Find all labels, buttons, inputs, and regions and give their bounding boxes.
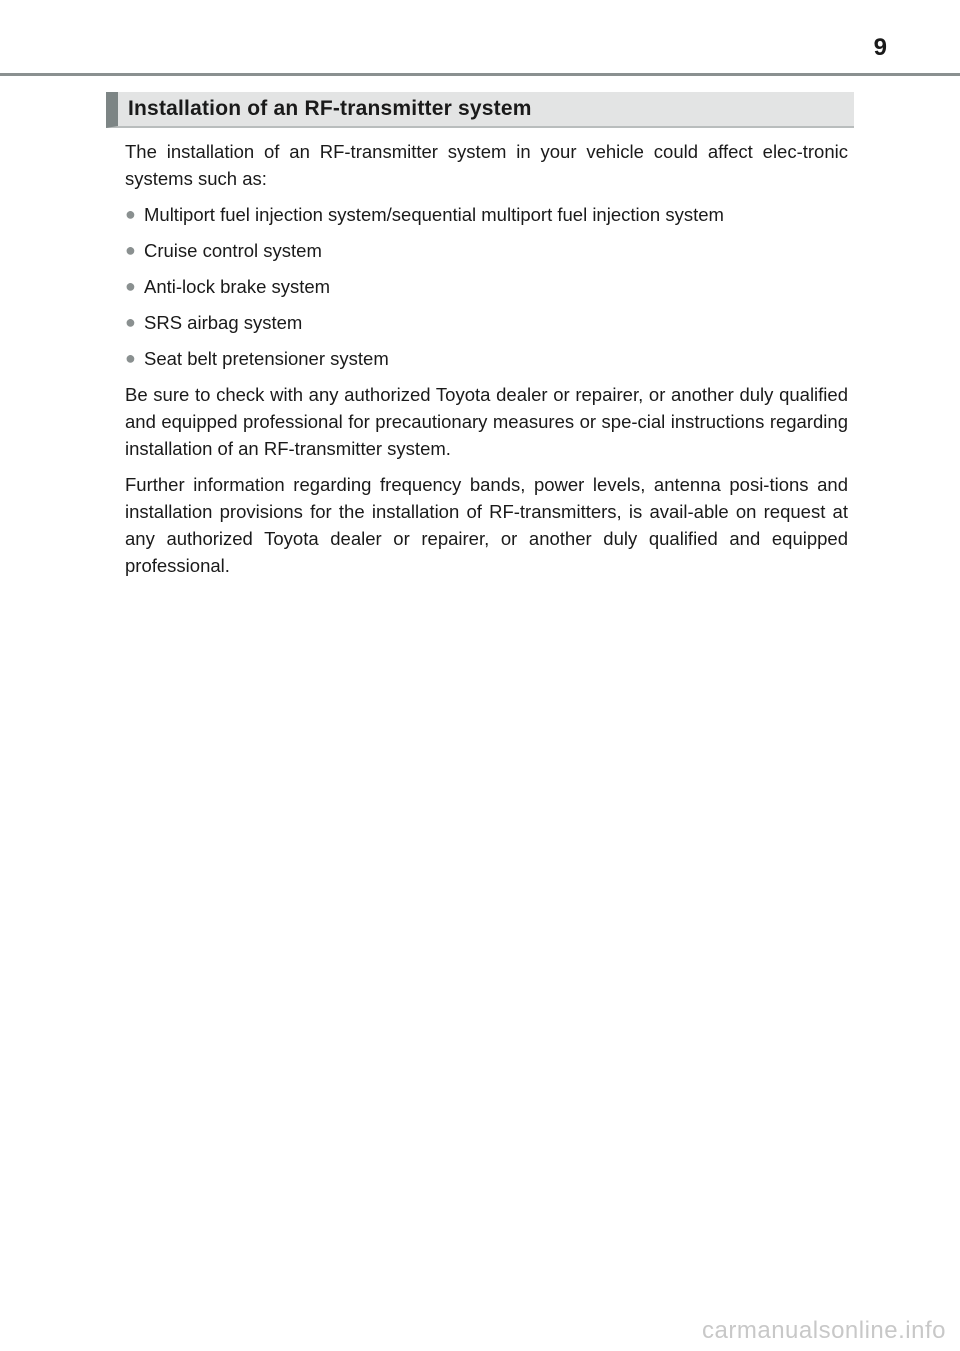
list-item-text: SRS airbag system: [144, 312, 303, 333]
list-item: [125, 273, 848, 300]
bullet-icon: [125, 201, 144, 228]
bullet-icon: [125, 309, 144, 336]
further-info-paragraph: Further information regarding frequency bands, power levels, antenna posi-tions and installation provisions for the installation of RF-transmitters, is avail-able on request at any authorized Toyota dealer or repairer, or another duly qualified and equipped professional.: [125, 474, 848, 576]
section-body: [125, 138, 848, 588]
bullet-icon: [125, 345, 144, 372]
list-item: [125, 345, 848, 372]
system-list: [125, 201, 848, 372]
section-header: [106, 92, 854, 128]
bullet-icon: [125, 273, 144, 300]
list-item-text: Multiport fuel injection system/sequential multiport fuel injection system: [144, 204, 724, 225]
dealer-check-paragraph: Be sure to check with any authorized Toyota dealer or repairer, or another duly qualified and equipped professional for precautionary measures or spe-cial instructions regarding installation of an RF-transmitter system.: [125, 384, 848, 459]
section-title: Installation of an RF-transmitter system: [128, 97, 532, 120]
list-item: [125, 237, 848, 264]
intro-paragraph: The installation of an RF-transmitter system in your vehicle could affect elec-tronic systems such as:: [125, 141, 848, 189]
list-item-text: Seat belt pretensioner system: [144, 348, 389, 369]
list-item-text: Cruise control system: [144, 240, 322, 261]
list-item: [125, 201, 848, 228]
watermark-text: carmanualsonline.info: [702, 1317, 946, 1344]
bullet-icon: [125, 237, 144, 264]
page-number: 9: [873, 34, 887, 61]
header-rule: [0, 73, 960, 76]
list-item-text: Anti-lock brake system: [144, 276, 331, 297]
list-item: [125, 309, 848, 336]
